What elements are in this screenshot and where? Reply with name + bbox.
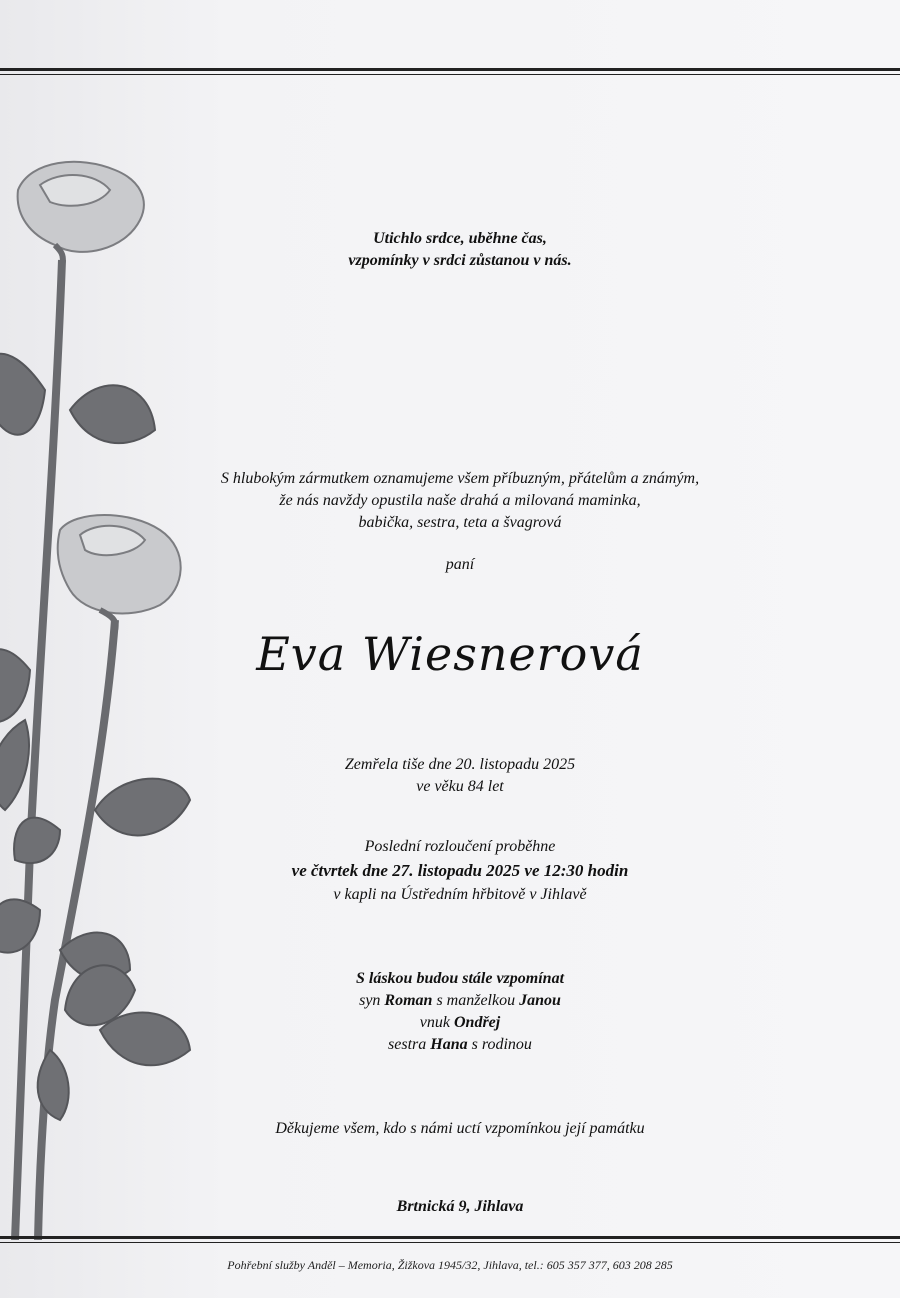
address-block — [150, 1196, 770, 1218]
deceased-name: Eva Wiesnerová — [256, 627, 644, 681]
sister-suffix: s rodinou — [467, 1036, 532, 1053]
motto-line-1: Utichlo srdce, uběhne čas, — [373, 230, 547, 247]
announcement-line-1: S hlubokým zármutkem oznamujeme všem příbuzným, přátelům a známým, — [220, 470, 700, 487]
top-rule — [0, 68, 900, 71]
mourner-son — [150, 990, 770, 1012]
motto — [150, 228, 770, 272]
grandson-prefix: vnuk — [419, 1014, 454, 1031]
thanks-text: Děkujeme všem, kdo s námi uctí vzpomínkou její památku — [275, 1120, 645, 1137]
son-prefix: syn — [359, 992, 385, 1009]
death-age: ve věku 84 let — [416, 778, 504, 795]
farewell-datetime: ve čtvrtek dne 27. listopadu 2025 ve 12:30 hodin — [291, 861, 629, 880]
top-rule-thin — [0, 74, 900, 75]
death-info — [150, 754, 770, 798]
thanks — [150, 1118, 770, 1140]
rose-illustration — [0, 150, 220, 1240]
bottom-rule-thin — [0, 1242, 900, 1243]
bottom-rule — [0, 1236, 900, 1239]
son-name: Roman — [384, 992, 433, 1009]
announcement-line-3: babička, sestra, teta a švagrová — [358, 514, 562, 531]
farewell-info — [150, 836, 770, 906]
mourners — [150, 968, 770, 1056]
farewell-place: v kapli na Ústředním hřbitově v Jihlavě — [333, 886, 587, 903]
motto-line-2: vzpomínky v srdci zůstanou v nás. — [348, 252, 572, 269]
title-word: paní — [445, 556, 475, 573]
title-word-block — [150, 554, 770, 576]
son-wife-name: Janou — [519, 992, 561, 1009]
mourners-heading: S láskou budou stále vzpomínat — [355, 970, 565, 987]
death-date: Zemřela tiše dne 20. listopadu 2025 — [344, 756, 576, 773]
announcement — [150, 468, 770, 534]
announcement-line-2: že nás navždy opustila naše drahá a milovaná maminka, — [279, 492, 641, 509]
farewell-intro: Poslední rozloučení proběhne — [364, 838, 556, 855]
sister-prefix: sestra — [388, 1036, 431, 1053]
son-middle: s manželkou — [432, 992, 520, 1009]
grandson-name: Ondřej — [453, 1014, 501, 1031]
mourner-grandson — [150, 1012, 770, 1034]
address: Brtnická 9, Jihlava — [396, 1198, 524, 1215]
sister-name: Hana — [430, 1036, 468, 1053]
funeral-service-footer: Pohřební služby Anděl – Memoria, Žižkova 1945/32, Jihlava, tel.: 605 357 377, 603 208 285 — [227, 1258, 673, 1272]
mourner-sister — [150, 1034, 770, 1056]
